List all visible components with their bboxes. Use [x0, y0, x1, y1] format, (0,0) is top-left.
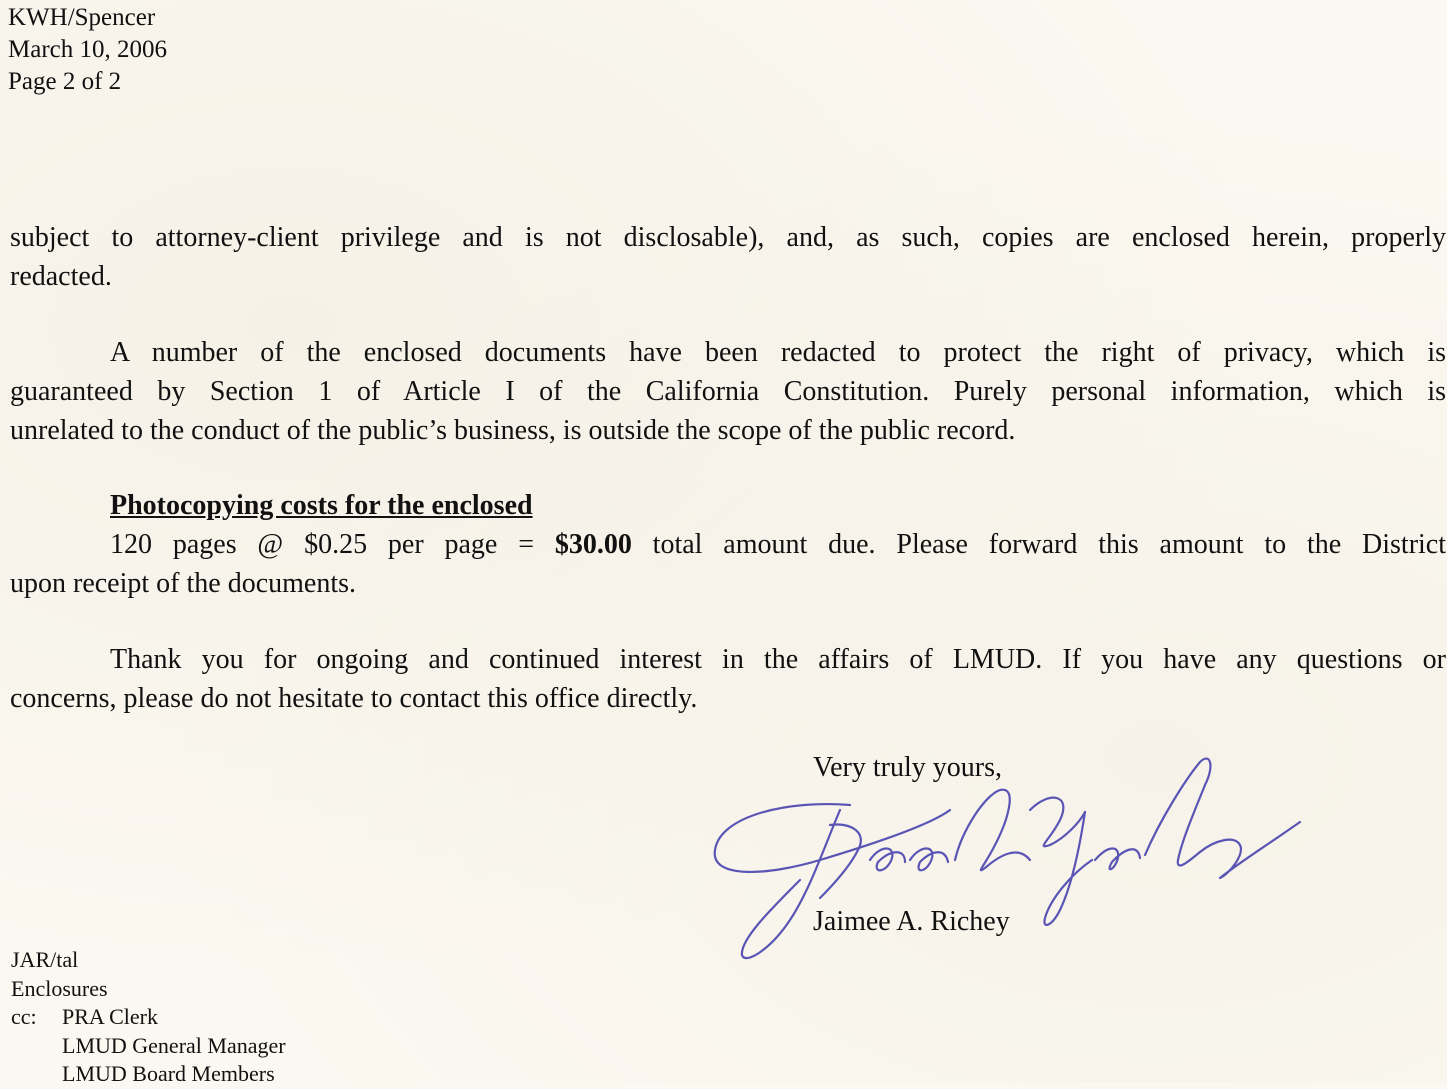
cc-recipient: PRA Clerk — [62, 1004, 158, 1029]
paragraph-line: upon receipt of the documents. — [10, 568, 357, 599]
closing-salutation: Very truly yours, — [813, 752, 1002, 783]
header-recipient: KWH/Spencer — [8, 4, 156, 31]
paragraph-line: guaranteed by Section 1 of Article I of the California Constitution. Purely personal information, which is — [10, 376, 1446, 407]
letter-header — [8, 2, 167, 98]
paragraph-line: Thank you for ongoing and continued interest in the affairs of LMUD. If you have any questions or — [110, 644, 1446, 675]
cost-text-post: total amount due. Please forward this amount to the District — [631, 529, 1447, 560]
photocopy-heading: Photocopying costs for the enclosed — [110, 490, 533, 521]
handwritten-signature — [700, 750, 1320, 970]
cc-label: cc: — [11, 1004, 37, 1029]
cc-row — [11, 1003, 286, 1032]
header-page-number: Page 2 of 2 — [8, 68, 122, 95]
paragraph-line: A number of the enclosed documents have been redacted to protect the right of privacy, which is — [110, 337, 1446, 368]
paragraph-line: concerns, please do not hesitate to contact this office directly. — [10, 683, 698, 714]
cost-text-pre: 120 pages @ $0.25 per page = — [110, 529, 555, 560]
paragraph-line — [10, 525, 1446, 564]
cc-recipient: LMUD General Manager — [62, 1032, 286, 1058]
paragraph-line: redacted. — [10, 261, 112, 292]
signer-name: Jaimee A. Richey — [813, 906, 1010, 937]
header-date: March 10, 2006 — [8, 36, 167, 63]
enclosures-note: Enclosures — [11, 975, 108, 1001]
amount-due: $30.00 — [554, 529, 632, 560]
paragraph-line: subject to attorney-client privilege and is not disclosable), and, as such, copies are enclosed herein, properly — [10, 222, 1446, 253]
paragraph-line: unrelated to the conduct of the public’s business, is outside the scope of the public record. — [10, 415, 1016, 446]
cc-recipient: LMUD Board Members — [62, 1061, 275, 1086]
letter-footer — [11, 946, 286, 1089]
paragraph-privacy — [10, 333, 1446, 450]
typist-initials: JAR/tal — [11, 947, 79, 972]
paragraph-thank-you — [10, 640, 1446, 718]
paragraph-privilege — [10, 218, 1446, 296]
paragraph-photocopy-costs — [10, 525, 1446, 603]
